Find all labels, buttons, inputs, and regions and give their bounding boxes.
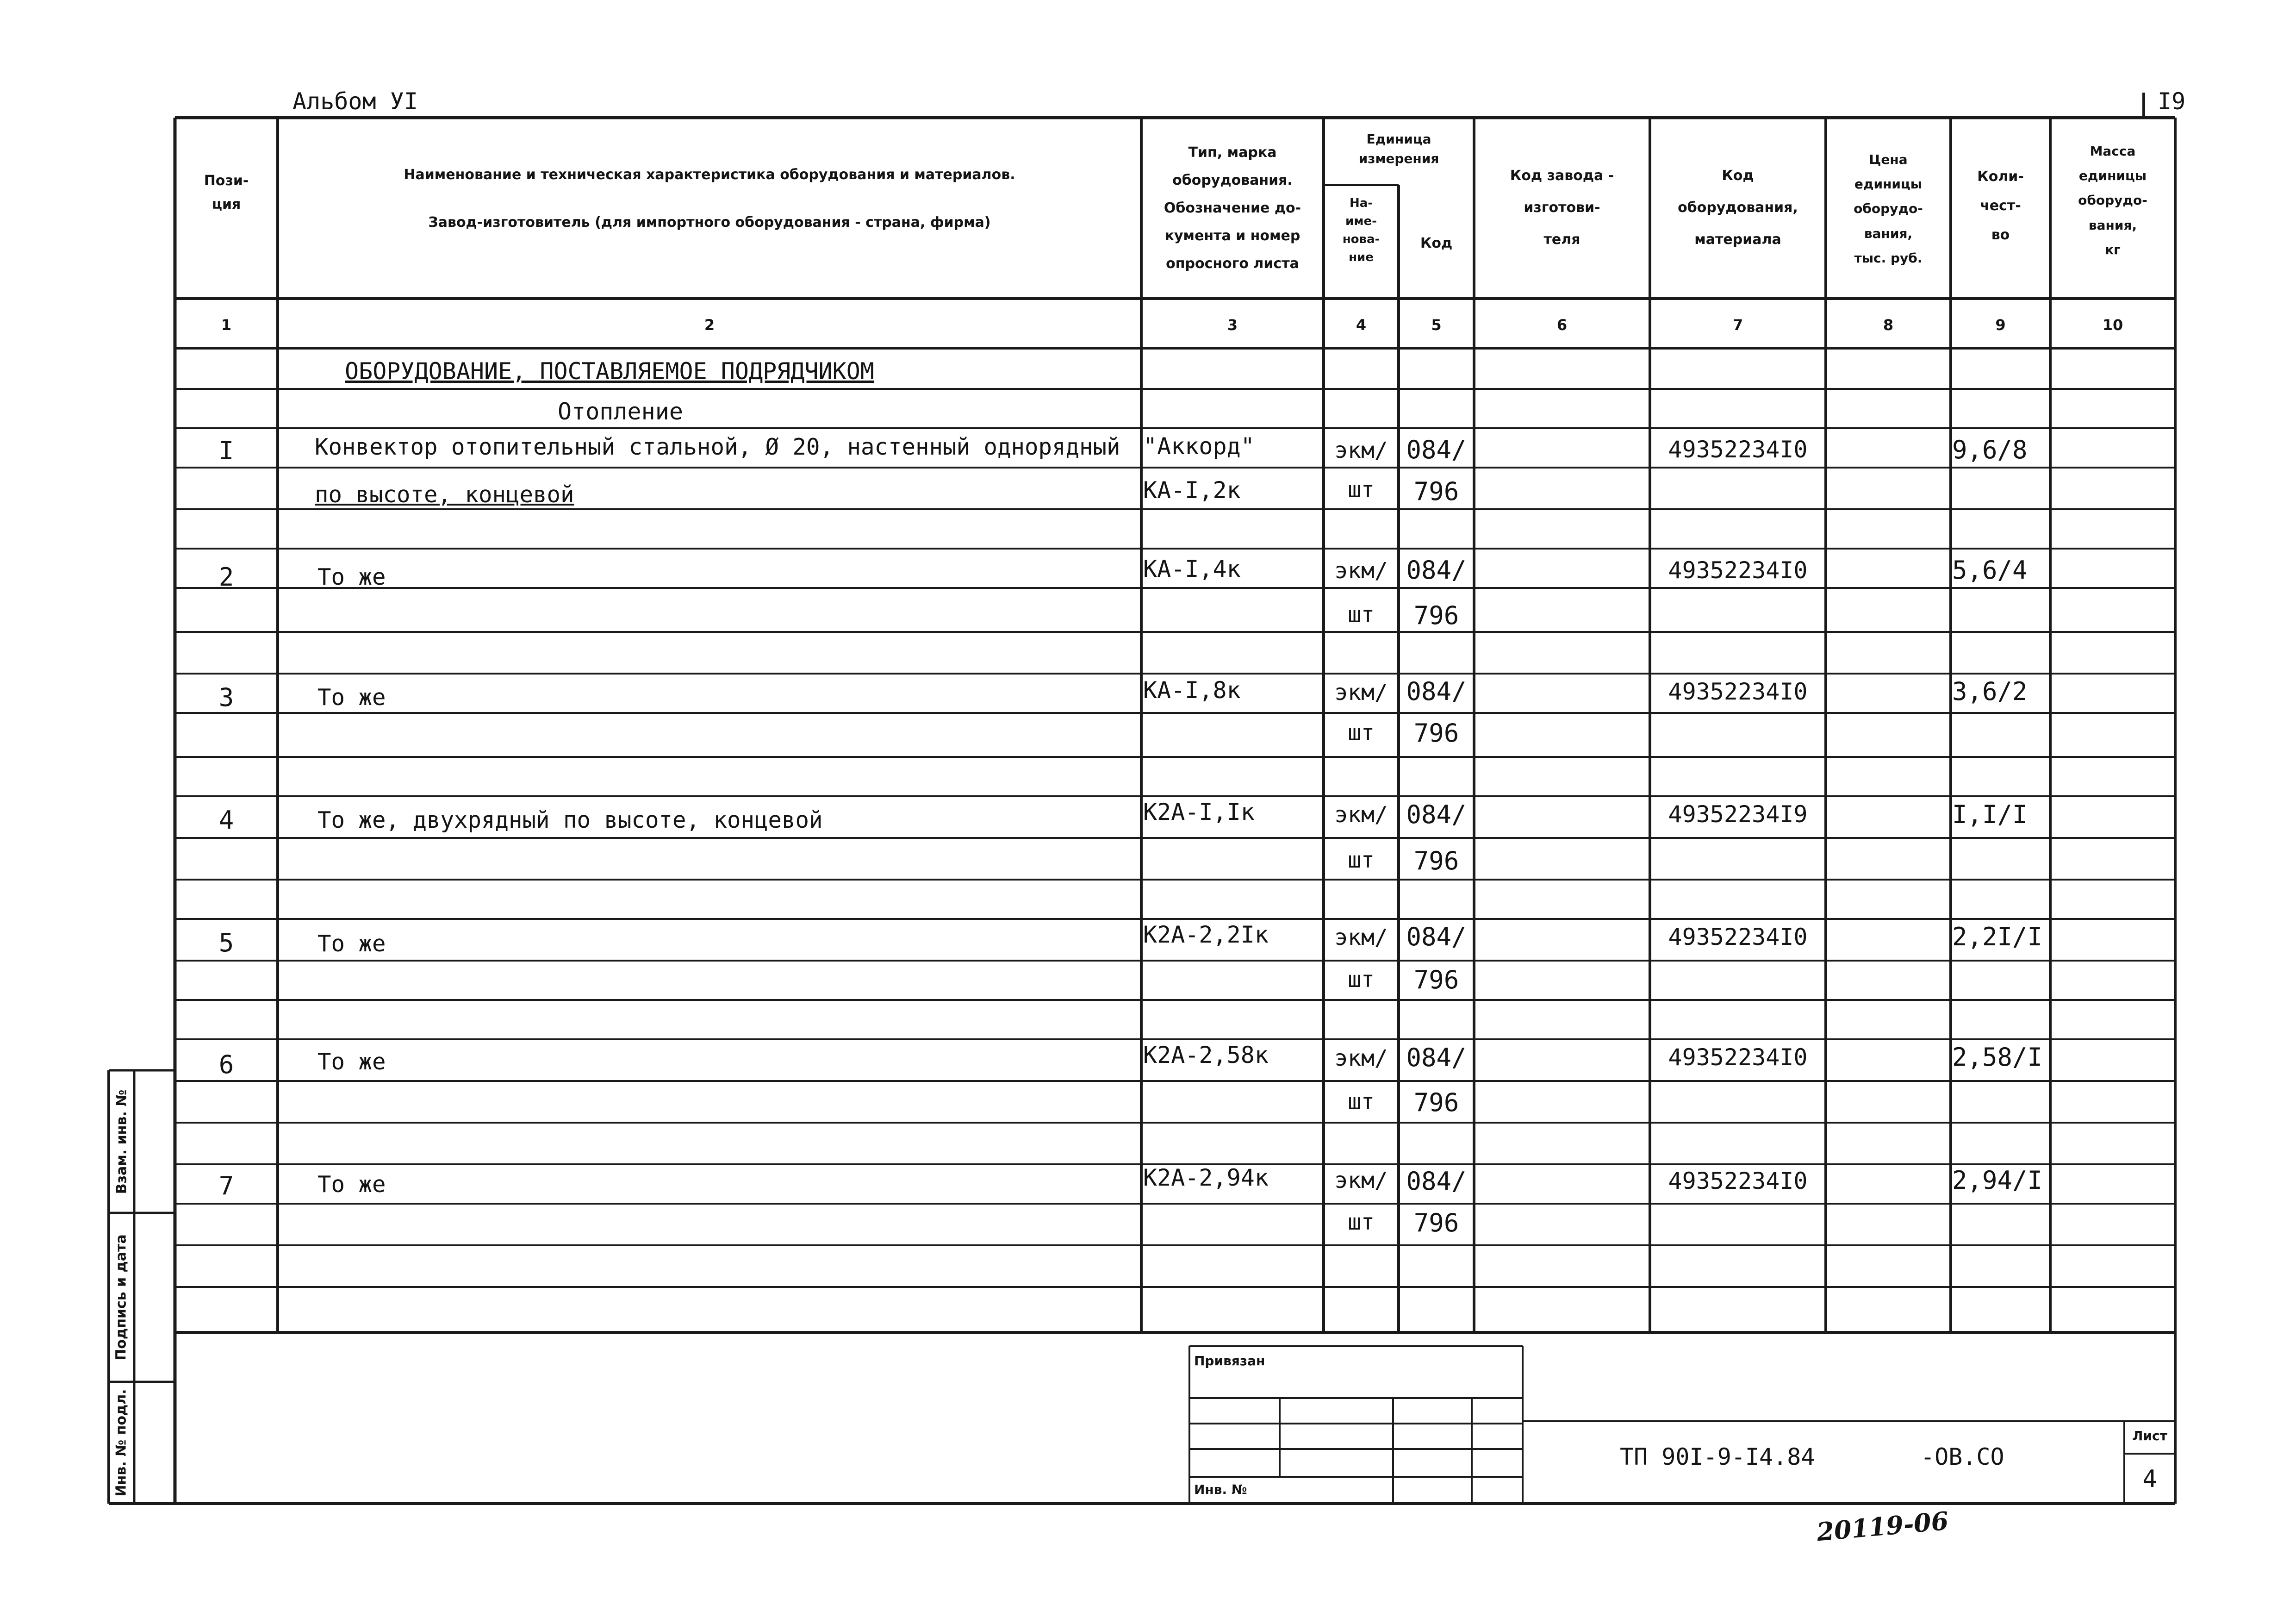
row-position: I (218, 436, 234, 465)
row-unit-code: 084/ (1406, 800, 1467, 829)
header-unit-name: На- име- нова- ние (1342, 196, 1380, 264)
row-equipment-code: 49352234I0 (1668, 1044, 1808, 1071)
row-quantity: 2,2I/I (1952, 922, 2043, 951)
row-equipment-code: 49352234I0 (1668, 678, 1808, 705)
row-type: К2А-2,94к (1143, 1164, 1269, 1191)
sheet-label: Лист (2132, 1428, 2167, 1443)
row-unit-name: экм/ (1334, 924, 1388, 950)
document-code: ТП 90I-9-I4.84 (1620, 1443, 1815, 1470)
column-number: 9 (1995, 316, 2006, 334)
column-number: 2 (704, 316, 715, 334)
row-name: То же (317, 684, 386, 711)
row-equipment-code: 49352234I9 (1668, 801, 1808, 828)
header-manufacturer-code: Код завода - изготови- теля (1510, 168, 1614, 248)
page-number: I9 (2158, 88, 2186, 115)
row-position: 5 (218, 928, 234, 957)
row-unit-code: 084/ (1406, 1043, 1467, 1072)
stamp-signature-date-label: Подпись и дата (113, 1234, 130, 1361)
row-type-continued: КА-I,2к (1143, 477, 1241, 504)
handwritten-number: 20119-06 (1815, 1505, 1950, 1547)
row-unit-name-continued: шт (1348, 1089, 1375, 1115)
header-unit-group: Единица измерения (1358, 131, 1439, 166)
row-unit-code: 084/ (1406, 435, 1467, 464)
row-unit-code-continued: 796 (1413, 718, 1459, 748)
row-unit-name: экм/ (1334, 558, 1388, 584)
row-type: "Аккорд" (1143, 433, 1255, 460)
header-type: Тип, марка оборудования. Обозначение до- кумента и номер опросного листа (1164, 144, 1301, 272)
row-name: То же (317, 1049, 386, 1075)
row-unit-name: экм/ (1334, 680, 1388, 706)
row-unit-name-continued: шт (1348, 720, 1375, 746)
row-unit-code-continued: 796 (1413, 601, 1459, 630)
header-name-line2: Завод-изготовитель (для импортного оборудования - страна, фирма) (428, 214, 991, 231)
header-quantity: Коли- чест- во (1977, 169, 2024, 243)
row-unit-name-continued: шт (1348, 847, 1375, 873)
column-number: 6 (1556, 316, 1568, 334)
row-name-continued: по высоте, концевой (315, 481, 574, 508)
column-number: 7 (1732, 316, 1743, 334)
row-unit-name: экм/ (1334, 1168, 1388, 1193)
row-equipment-code: 49352234I0 (1668, 924, 1808, 950)
row-quantity: 2,58/I (1952, 1043, 2043, 1072)
header-unit-mass: Масса единицы оборудо- вания, кг (2078, 144, 2147, 257)
album-label: Альбом УI (292, 88, 418, 115)
header-position: Пози- ция (204, 173, 249, 212)
row-unit-code: 084/ (1406, 556, 1467, 585)
sheet-number: 4 (2142, 1465, 2157, 1493)
column-number: 4 (1356, 316, 1367, 334)
row-quantity: I,I/I (1952, 800, 2028, 829)
row-name: То же (317, 564, 386, 590)
stamp-signature-date (109, 1213, 134, 1382)
row-type: К2А-I,Iк (1143, 799, 1255, 825)
row-equipment-code: 49352234I0 (1668, 557, 1808, 584)
stamp-replaced-inventory-label: Взам. инв. № (113, 1089, 130, 1194)
row-quantity: 3,6/2 (1952, 677, 2028, 706)
row-unit-name-continued: шт (1348, 967, 1375, 993)
row-quantity: 5,6/4 (1952, 556, 2028, 585)
row-unit-name-continued: шт (1348, 1209, 1375, 1235)
row-unit-name: экм/ (1334, 802, 1388, 828)
row-unit-code-continued: 796 (1413, 1208, 1459, 1237)
stamp-replaced-inventory (109, 1070, 134, 1213)
row-position: 7 (218, 1171, 234, 1200)
header-unit-code: Код (1420, 235, 1453, 251)
stamp-original-inventory (109, 1382, 134, 1504)
header-equipment-code: Код оборудования, материала (1678, 168, 1798, 248)
document-suffix: -ОВ.СО (1921, 1443, 2004, 1470)
title-block-inventory-number: Инв. № (1194, 1482, 1247, 1497)
row-unit-code: 084/ (1406, 1167, 1467, 1196)
stamp-original-inventory-label: Инв. № подл. (113, 1389, 130, 1497)
row-unit-code-continued: 796 (1413, 846, 1459, 875)
row-position: 6 (218, 1050, 234, 1079)
column-number: 5 (1431, 316, 1442, 334)
row-unit-code-continued: 796 (1413, 477, 1459, 506)
column-number: 10 (2102, 316, 2123, 334)
row-name: То же (317, 931, 386, 957)
row-position: 4 (218, 806, 234, 835)
row-type: К2А-2,2Iк (1143, 921, 1269, 948)
row-unit-name-continued: шт (1348, 602, 1375, 628)
row-type: КА-I,4к (1143, 556, 1241, 582)
row-unit-code-continued: 796 (1413, 965, 1459, 994)
row-unit-name-continued: шт (1348, 477, 1375, 503)
row-position: 2 (218, 562, 234, 592)
row-type: КА-I,8к (1143, 677, 1241, 704)
row-unit-name: экм/ (1334, 1045, 1388, 1071)
row-position: 3 (218, 683, 234, 712)
title-block-linked: Привязан (1194, 1353, 1265, 1368)
row-unit-code: 084/ (1406, 677, 1467, 706)
column-number: 1 (221, 316, 232, 334)
subsection-title: Отопление (558, 398, 683, 425)
column-number: 8 (1883, 316, 1894, 334)
row-equipment-code: 49352234I0 (1668, 1168, 1808, 1194)
column-number: 3 (1227, 316, 1238, 334)
row-unit-name: экм/ (1334, 437, 1388, 463)
section-title: ОБОРУДОВАНИЕ, ПОСТАВЛЯЕМОЕ ПОДРЯДЧИКОМ (345, 358, 874, 385)
row-name: Конвектор отопительный стальной, Ø 20, настенный однорядный (315, 434, 1120, 460)
header-unit-price: Цена единицы оборудо- вания, тыс. руб. (1854, 152, 1923, 266)
row-unit-code-continued: 796 (1413, 1088, 1459, 1117)
row-type: К2А-2,58к (1143, 1042, 1269, 1068)
row-unit-code: 084/ (1406, 922, 1467, 951)
row-equipment-code: 49352234I0 (1668, 436, 1808, 463)
header-name-line1: Наименование и техническая характеристика оборудования и материалов. (404, 167, 1015, 183)
row-name: То же (317, 1171, 386, 1198)
row-name: То же, двухрядный по высоте, концевой (317, 807, 823, 833)
row-quantity: 2,94/I (1952, 1166, 2043, 1195)
row-quantity: 9,6/8 (1952, 435, 2028, 464)
